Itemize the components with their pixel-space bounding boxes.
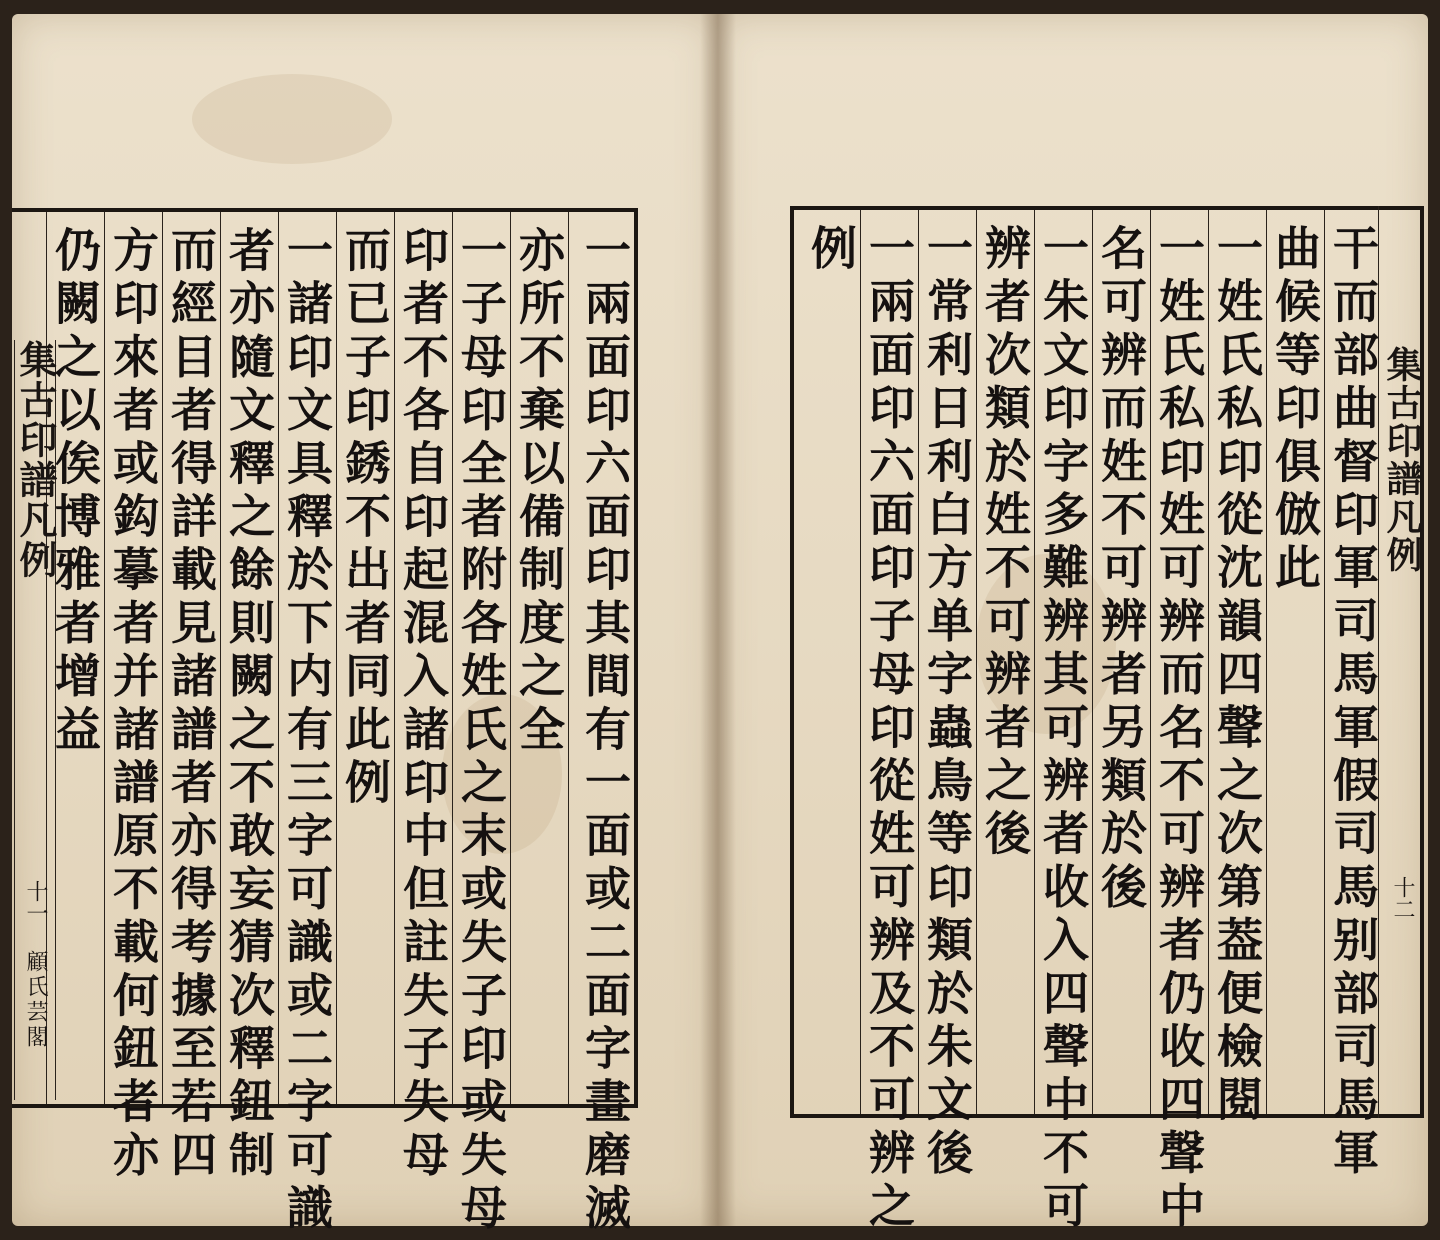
column-text: 一常利日利白方单字蟲鳥等印類於朱文後 xyxy=(920,224,974,1182)
text-column xyxy=(510,212,568,1104)
right-page-margin xyxy=(1378,206,1425,1118)
column-text: 者亦隨文釋之餘則闕之不敢妄猜次釋鈕制 xyxy=(222,226,276,1184)
text-column xyxy=(394,212,452,1184)
column-text: 干而部曲督印軍司馬軍假司馬别部司馬軍 xyxy=(1326,224,1380,1182)
column-text: 而已子印銹不出者同此例 xyxy=(338,226,392,812)
text-column xyxy=(802,210,860,1114)
text-column xyxy=(1092,210,1150,1114)
margin-page-number: 十一 xyxy=(23,880,48,924)
column-text: 方印來者或鈎摹者并諸譜原不載何鈕者亦 xyxy=(106,226,160,1184)
column-text: 曲候等印俱倣此 xyxy=(1268,224,1322,597)
left-page-margin xyxy=(14,340,56,1100)
left-text-frame xyxy=(12,208,638,1237)
column-text: 一兩面印六面印其間有一面或二面字畫磨滅 xyxy=(578,226,632,1237)
text-column xyxy=(1034,210,1092,1235)
text-column xyxy=(918,210,976,1182)
right-text-frame xyxy=(790,206,1424,1235)
text-column xyxy=(976,210,1034,1114)
column-text: 一姓氏私印姓可辨而名不可辨者仍收四聲中 xyxy=(1152,224,1206,1235)
text-column xyxy=(1208,210,1266,1129)
margin-book-title: 集古印譜凡例 xyxy=(1381,346,1423,574)
text-column xyxy=(1150,210,1208,1235)
text-column xyxy=(278,212,336,1237)
book-gutter xyxy=(700,14,736,1226)
column-text: 例 xyxy=(804,224,858,278)
text-column xyxy=(220,212,278,1184)
margin-book-title: 集古印譜凡例 xyxy=(13,340,58,580)
text-column xyxy=(104,212,162,1184)
column-text: 一子母印全者附各姓氏之末或失子印或失母 xyxy=(454,226,508,1237)
text-column xyxy=(162,212,220,1184)
column-text: 印者不各自印起混入諸印中但註失子失母 xyxy=(396,226,450,1184)
column-text: 一諸印文具釋於下内有三字可識或二字可識 xyxy=(280,226,334,1237)
margin-studio-name: 顧氏芸閣 xyxy=(23,950,48,1050)
margin-page-number: 十二 xyxy=(1390,876,1415,920)
column-text: 而經目者得詳載見諸譜者亦得考據至若四 xyxy=(164,226,218,1184)
column-text: 一兩面印六面印子母印從姓可辨及不可辨之 xyxy=(862,224,916,1235)
text-column xyxy=(1324,210,1382,1182)
column-text: 辨者次類於姓不可辨者之後 xyxy=(978,224,1032,863)
text-column xyxy=(1266,210,1324,1114)
text-column xyxy=(336,212,394,1104)
text-column xyxy=(568,212,634,1237)
column-text: 一姓氏私印從沈韻四聲之次第葢便檢閱 xyxy=(1210,224,1264,1129)
paper-stain xyxy=(192,74,392,164)
text-column xyxy=(860,210,918,1235)
column-text: 名可辨而姓不可辨者另類於後 xyxy=(1094,224,1148,916)
column-text: 亦所不棄以備制度之全 xyxy=(512,226,566,758)
text-column xyxy=(452,212,510,1237)
column-text: 一朱文印字多難辨其可辨者收入四聲中不可 xyxy=(1036,224,1090,1235)
column-text: 仍闕之以俟博雅者增益 xyxy=(48,226,102,758)
